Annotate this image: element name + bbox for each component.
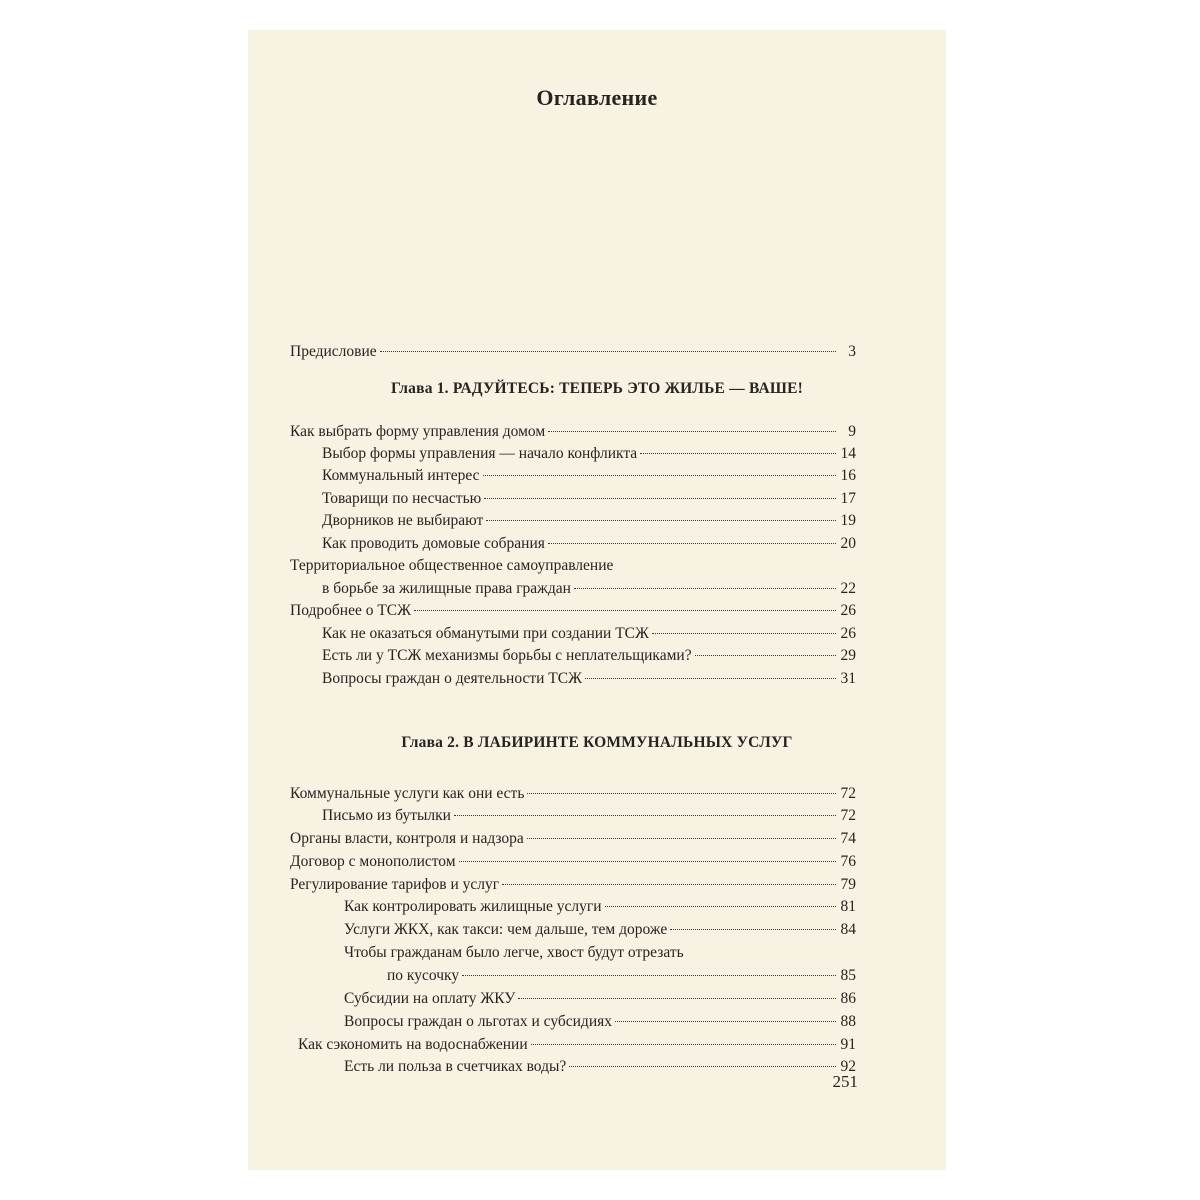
toc-entry-page: 79 [840, 876, 856, 893]
toc-entry-label: Вопросы граждан о деятельности ТСЖ [322, 670, 582, 687]
toc-entry-label-line1: Чтобы гражданам было легче, хвост будут отрезать [344, 944, 684, 961]
dot-leader [574, 588, 836, 589]
dot-leader [695, 655, 836, 656]
toc-entry-label: Договор с монополистом [290, 853, 456, 870]
toc-entry-page: 84 [840, 921, 856, 938]
dot-leader [640, 453, 836, 454]
toc-entry-page: 81 [840, 898, 856, 915]
dot-leader [414, 610, 836, 611]
dot-leader [585, 678, 836, 679]
dot-leader [483, 475, 836, 476]
toc-entry-label: Как не оказаться обманутыми при создании ТСЖ [322, 625, 649, 642]
toc-entry-page: 85 [840, 967, 856, 984]
toc-entry [322, 646, 856, 666]
dot-leader [605, 906, 836, 907]
toc-entry-page: 31 [840, 670, 856, 687]
book-page [248, 30, 946, 1170]
toc-entry-page: 14 [840, 445, 856, 462]
toc-entry-page: 3 [848, 343, 856, 360]
toc-entry [290, 784, 856, 804]
toc-entry-label: Коммунальные услуги как они есть [290, 785, 525, 802]
toc-entry-label: Как сэкономить на водоснабжении [298, 1036, 528, 1053]
page-number: 251 [832, 1072, 858, 1091]
dot-leader [518, 998, 836, 999]
dot-leader [548, 543, 836, 544]
toc-entry-preface [290, 342, 856, 362]
toc-entry [322, 511, 856, 531]
toc-entry-page: 72 [840, 807, 856, 824]
toc-entry [322, 489, 856, 509]
toc-entry [344, 897, 856, 917]
toc-entry [344, 989, 856, 1009]
toc-entry [322, 466, 856, 486]
toc-entry [322, 444, 856, 464]
toc-entry-label: Как выбрать форму управления домом [290, 423, 546, 440]
toc-entry-label: Субсидии на оплату ЖКУ [344, 990, 516, 1007]
toc-entry-page: 22 [840, 580, 856, 597]
toc-entry [290, 875, 856, 895]
dot-leader [670, 929, 836, 930]
toc-entry-label: Услуги ЖКХ, как такси: чем дальше, тем дороже [344, 921, 668, 938]
toc-entry [344, 1012, 856, 1032]
toc-entry-page: 76 [840, 853, 856, 870]
toc-entry [322, 669, 856, 689]
toc-entry [322, 534, 856, 554]
toc-entry [298, 1035, 856, 1055]
dot-leader [548, 431, 836, 432]
toc-entry-page: 19 [840, 512, 856, 529]
toc-entry-page: 26 [840, 602, 856, 619]
toc-entry [290, 852, 856, 872]
toc-entry [290, 829, 856, 849]
toc-entry-label: Подробнее о ТСЖ [290, 602, 412, 619]
dot-leader [652, 633, 836, 634]
toc-entry-page: 20 [840, 535, 856, 552]
dot-leader [454, 815, 836, 816]
dot-leader [569, 1066, 836, 1067]
toc-entry-label: Органы власти, контроля и надзора [290, 830, 524, 847]
toc-entry-page: 91 [840, 1036, 856, 1053]
dot-leader [459, 861, 836, 862]
toc-entry-label: Коммунальный интерес [322, 467, 480, 484]
toc-entry-label: Как проводить домовые собрания [322, 535, 545, 552]
toc-entry [387, 966, 856, 986]
toc-entry [290, 601, 856, 621]
toc-entry [322, 579, 856, 599]
toc-entry-label: Есть ли у ТСЖ механизмы борьбы с неплательщиками? [322, 647, 692, 664]
toc-entry [344, 1057, 856, 1077]
toc-entry-label: Выбор формы управления — начало конфликта [322, 445, 638, 462]
chapter-2-heading: Глава 2. В ЛАБИРИНТЕ КОММУНАЛЬНЫХ УСЛУГ [401, 734, 793, 751]
toc-entry [322, 624, 856, 644]
dot-leader [527, 793, 836, 794]
toc-entry-label: Как контролировать жилищные услуги [344, 898, 602, 915]
toc-entry [344, 920, 856, 940]
toc-entry-page: 16 [840, 467, 856, 484]
dot-leader [502, 884, 836, 885]
toc-entry-page: 74 [840, 830, 856, 847]
toc-entry [322, 806, 856, 826]
toc-entry-page: 29 [840, 647, 856, 664]
toc-entry-page: 86 [840, 990, 856, 1007]
toc-entry-page: 88 [840, 1013, 856, 1030]
toc-entry-label: в борьбе за жилищные права граждан [322, 580, 571, 597]
dot-leader [527, 838, 836, 839]
dot-leader [380, 351, 836, 352]
toc-entry-label-line1: Территориальное общественное самоуправление [290, 557, 614, 574]
dot-leader [462, 975, 836, 976]
toc-entry-label: Предисловие [290, 343, 377, 360]
page-title: Оглавление [536, 85, 658, 110]
toc-entry-page: 72 [840, 785, 856, 802]
toc-entry-page: 9 [848, 423, 856, 440]
dot-leader [615, 1021, 836, 1022]
toc-entry-label: Дворников не выбирают [322, 512, 484, 529]
toc-entry [290, 422, 856, 442]
toc-entry-label: Товарищи по несчастью [322, 490, 482, 507]
dot-leader [531, 1044, 836, 1045]
toc-entry-label: Вопросы граждан о льготах и субсидиях [344, 1013, 612, 1030]
toc-entry-label: по кусочку [387, 967, 460, 984]
dot-leader [484, 498, 836, 499]
toc-entry-page: 17 [840, 490, 856, 507]
chapter-1-heading: Глава 1. РАДУЙТЕСЬ: ТЕПЕРЬ ЭТО ЖИЛЬЕ — ВАШЕ! [390, 380, 804, 397]
toc-entry-page: 26 [840, 625, 856, 642]
toc-entry-label: Письмо из бутылки [322, 807, 451, 824]
toc-entry-page: 92 [840, 1058, 856, 1075]
toc-entry-label: Регулирование тарифов и услуг [290, 876, 500, 893]
dot-leader [486, 520, 836, 521]
toc-entry-label: Есть ли польза в счетчиках воды? [344, 1058, 567, 1075]
